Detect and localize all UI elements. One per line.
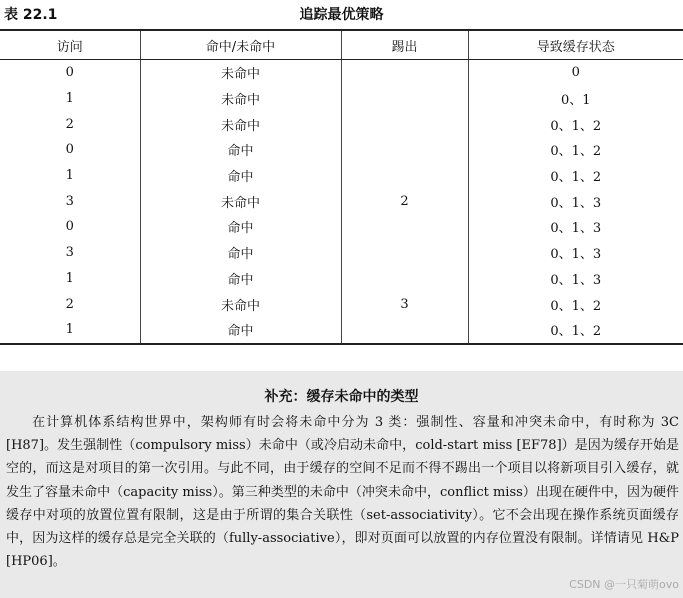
cell-hit-miss: 未命中	[140, 86, 341, 112]
cell-access: 1	[0, 266, 140, 292]
table-row	[0, 163, 683, 189]
cell-hit-miss: 命中	[140, 214, 341, 240]
cell-evict	[341, 111, 468, 137]
cell-cache-state: 0、1、3	[550, 272, 602, 288]
note-paragraph: 在计算机体系结构世界中，架构师有时会将未命中分为 3 类：强制性、容量和冲突未命中，有时称为 3C [H87]。发生强制性（compulsory miss）未命中（或冷启动未命中，cold-start miss [EF78]）是因为缓存开始是空的，而这是对项目的第一次引用。与此不同，由于缓存的空间不足而不得不踢出一个项目以将新项目引入缓存，就发生了容量未命中（capacity miss）。第三种类型的未命中（冲突未命中，conflict miss）出现在硬件中，因为硬件缓存中对项的放置位置有限制，这是由于所谓的集合关联性（set-associativity）。它不会出现在操作系统页面缓存中，因为这样的缓存总是完全关联的（fully-associative），即对页面可以放置的内存位置没有限制。详情请见 H&P [HP06]。	[6, 415, 679, 570]
header-hit-miss: 命中/未命中	[140, 30, 341, 60]
cell-hit-miss: 未命中	[140, 188, 341, 214]
table-caption	[0, 4, 683, 26]
cell-evict	[341, 86, 468, 112]
table-row	[0, 86, 683, 112]
cell-cache-state: 0、1、2	[550, 298, 602, 314]
table-row	[0, 137, 683, 163]
table-row	[0, 240, 683, 266]
header-evict: 踢出	[341, 30, 468, 60]
cell-hit-miss: 命中	[140, 317, 341, 344]
cell-hit-miss: 未命中	[140, 291, 341, 317]
cell-evict	[341, 240, 468, 266]
cell-cache-state: 0	[571, 65, 580, 81]
cell-evict: 3	[341, 291, 468, 317]
cell-hit-miss: 未命中	[140, 60, 341, 86]
cell-cache-state: 0、1、2	[468, 317, 683, 344]
cell-cache-state: 0、1、2	[550, 170, 602, 186]
cell-hit-miss: 未命中	[140, 111, 341, 137]
cell-evict	[341, 60, 468, 86]
watermark: CSDN @一只菊萌ovo	[569, 578, 679, 591]
cell-access: 1	[0, 86, 140, 112]
cell-evict	[341, 266, 468, 292]
cell-hit-miss: 命中	[140, 163, 341, 189]
cell-cache-state: 0、1	[560, 93, 591, 109]
cell-evict	[341, 163, 468, 189]
cell-cache-state: 0、1、2	[550, 144, 602, 160]
sidebar-note	[0, 371, 683, 598]
cell-evict: 2	[341, 188, 468, 214]
cell-access: 2	[0, 291, 140, 317]
cell-hit-miss: 命中	[140, 240, 341, 266]
table-row	[0, 317, 683, 344]
cell-hit-miss: 命中	[140, 266, 341, 292]
cell-access: 0	[0, 137, 140, 163]
table-row	[0, 291, 683, 317]
cell-evict	[341, 317, 468, 344]
cell-evict	[341, 214, 468, 240]
cell-cache-state: 0、1、3	[550, 195, 602, 211]
table-number: 表 22.1	[4, 7, 58, 23]
header-cache-state: 导致缓存状态	[468, 30, 683, 60]
table-body	[0, 60, 683, 344]
table-header-row	[0, 30, 683, 60]
cell-access: 0	[0, 214, 140, 240]
cell-access: 0	[0, 60, 140, 86]
cell-access: 3	[0, 240, 140, 266]
cell-access: 3	[0, 188, 140, 214]
cell-cache-state: 0、1、3	[550, 247, 602, 263]
header-access: 访问	[0, 30, 140, 60]
note-title: 补充：缓存未命中的类型	[264, 389, 419, 405]
note-body	[6, 411, 679, 573]
cell-access: 1	[0, 317, 140, 344]
table-row	[0, 214, 683, 240]
table-row	[0, 111, 683, 137]
cell-evict	[341, 137, 468, 163]
table-row	[0, 266, 683, 292]
cell-access: 2	[0, 111, 140, 137]
table-row	[0, 188, 683, 214]
cell-cache-state: 0、1、2	[550, 118, 602, 134]
cell-cache-state: 0、1、3	[550, 221, 602, 237]
cell-hit-miss: 命中	[140, 137, 341, 163]
cell-access: 1	[0, 163, 140, 189]
trace-table	[0, 29, 683, 345]
table-row	[0, 60, 683, 86]
table-title: 追踪最优策略	[299, 7, 384, 23]
